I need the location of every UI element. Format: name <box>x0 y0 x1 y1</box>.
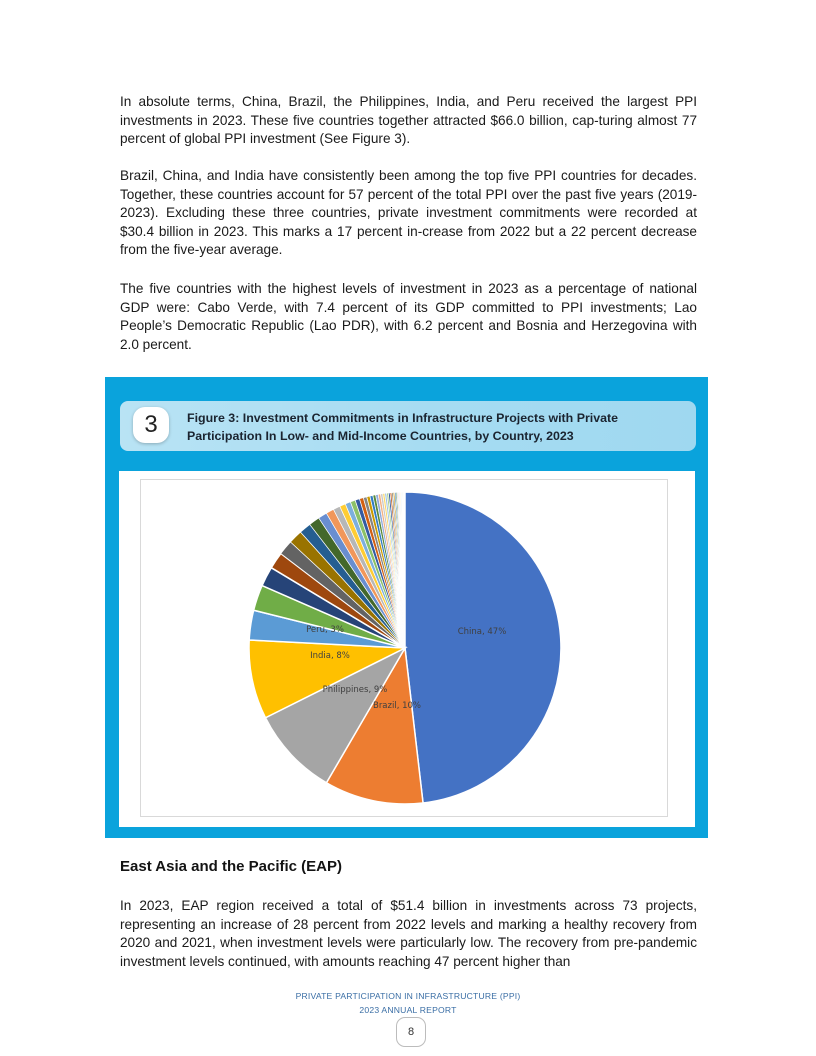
pie-label-1: China, 47% <box>457 627 507 637</box>
pie-label-2: Brazil, 10% <box>372 701 422 711</box>
section-heading: East Asia and the Pacific (EAP) <box>120 858 343 875</box>
pie-label-3: Philippines, 9% <box>322 685 388 695</box>
pie-label-5: Peru, 3% <box>306 625 344 635</box>
intro-paragraph: In absolute terms, China, Brazil, the Philippines, India, and Peru received the largest PPI investments in 2023. These five countries together attracted $66.0 billion, cap-turing almost 77 percent of global PPI investment (See Figure 3). <box>120 94 697 147</box>
figure-number-badge: 3 <box>133 407 169 443</box>
top-countries-paragraph: Brazil, China, and India have consistently been among the top five PPI countries for decades. Together, these countries account for 57 percent of the total PPI over the past five years (2019-2023). Excluding these three countries, private investment commitments were recorded at $30.4 billion in 2023. This marks a 17 percent in-crease from 2022 but a 22 percent decrease from the five-year average. <box>120 168 697 258</box>
footer-report-title: PRIVATE PARTICIPATION IN INFRASTRUCTURE (PPI) <box>295 991 521 1001</box>
figure-header <box>120 401 696 451</box>
pie-slice-1 <box>405 492 561 803</box>
figure-3-panel <box>105 377 708 838</box>
footer-report-year: 2023 ANNUAL REPORT <box>359 1005 457 1015</box>
pie-label-4: India, 8% <box>310 651 350 661</box>
page-number: 8 <box>396 1017 426 1047</box>
figure-chart-area <box>119 471 695 827</box>
chart-frame <box>140 479 668 817</box>
gdp-share-paragraph: The five countries with the highest levels of investment in 2023 as a percentage of national GDP were: Cabo Verde, with 7.4 percent of its GDP committed to PPI investments; Lao People’s Democratic Republic (Lao PDR), with 6.2 percent and Bosnia and Herzegovina with 2.0 percent. <box>120 281 697 352</box>
eap-paragraph: In 2023, EAP region received a total of $51.4 billion in investments across 73 projects, representing an increase of 28 percent from 2022 levels and marking a healthy recovery from 2020 and 2021, when investment levels were particularly low. The recovery from pre-pandemic investment levels continued, with amounts reaching 47 percent higher than <box>120 898 697 969</box>
pie-chart <box>141 480 667 816</box>
figure-title: Figure 3: Investment Commitments in Infrastructure Projects with Private Participation In Low- and Mid-Income Countries, by Country, 2023 <box>187 411 619 443</box>
